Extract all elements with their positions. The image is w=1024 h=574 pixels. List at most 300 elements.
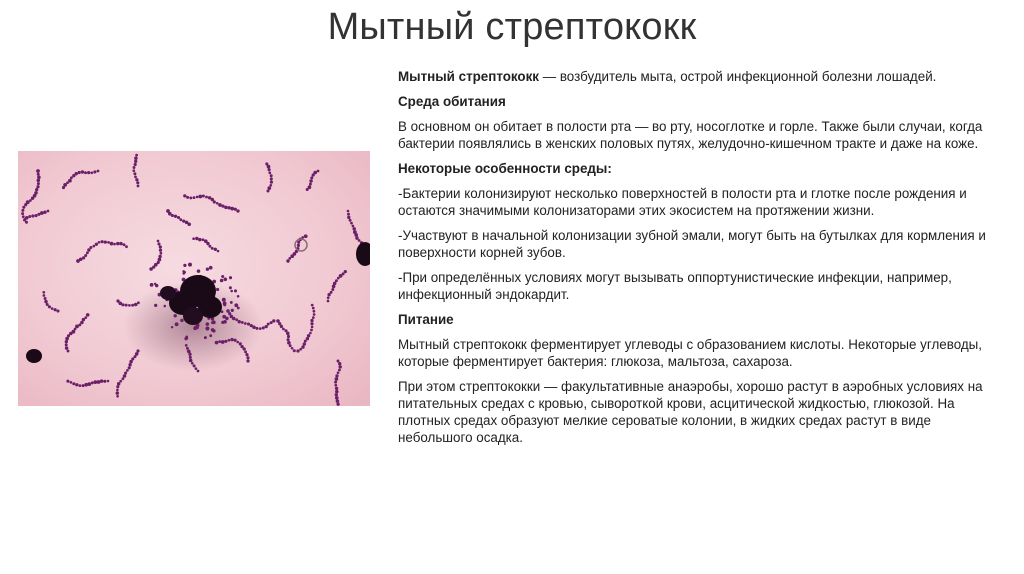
coccus-cell — [234, 339, 237, 342]
coccus-cell — [280, 325, 283, 328]
coccus-cell — [221, 275, 224, 278]
coccus-cell — [183, 264, 186, 267]
micrograph-image — [18, 151, 370, 406]
coccus-cell — [235, 318, 238, 321]
coccus-cell — [48, 305, 51, 308]
coccus-cell — [297, 244, 300, 247]
coccus-cell — [40, 211, 44, 215]
bacteria-clump-left — [26, 349, 42, 363]
coccus-cell — [214, 248, 217, 251]
coccus-cell — [303, 342, 306, 345]
coccus-cell — [189, 356, 192, 359]
coccus-cell — [236, 341, 239, 344]
coccus-cell — [135, 178, 138, 181]
coccus-cell — [191, 362, 194, 365]
coccus-cell — [44, 300, 47, 303]
coccus-cell — [125, 304, 128, 307]
coccus-cell — [194, 326, 196, 328]
coccus-cell — [121, 303, 124, 306]
coccus-cell — [289, 344, 292, 347]
coccus-cell — [82, 318, 85, 321]
coccus-cell — [107, 380, 110, 383]
coccus-cell — [78, 171, 81, 174]
coccus-cell — [270, 321, 273, 324]
coccus-cell — [286, 259, 289, 262]
coccus-cell — [221, 205, 224, 208]
coccus-cell — [291, 347, 294, 350]
coccus-cell — [331, 288, 334, 291]
coccus-cell — [204, 239, 208, 243]
coccus-cell — [287, 338, 290, 341]
coccus-cell — [131, 304, 134, 307]
coccus-cell — [75, 383, 78, 386]
coccus-cell — [174, 215, 177, 218]
coccus-cell — [206, 322, 210, 326]
coccus-cell — [230, 290, 233, 293]
coccus-cell — [116, 242, 119, 245]
coccus-cell — [209, 266, 213, 270]
coccus-cell — [313, 310, 316, 313]
coccus-cell — [110, 242, 114, 246]
coccus-cell — [93, 170, 96, 173]
coccus-cell — [70, 381, 73, 384]
coccus-cell — [312, 307, 315, 310]
coccus-cell — [174, 314, 177, 317]
coccus-cell — [70, 176, 73, 179]
features-heading: Некоторые особенности среды: — [398, 161, 612, 176]
coccus-cell — [35, 188, 38, 191]
coccus-cell — [335, 279, 338, 282]
coccus-cell — [230, 207, 234, 211]
coccus-cell — [230, 338, 233, 341]
coccus-cell — [47, 210, 50, 213]
coccus-cell — [128, 363, 131, 366]
coccus-cell — [352, 227, 355, 230]
coccus-cell — [245, 353, 248, 356]
coccus-cell — [232, 317, 235, 320]
coccus-cell — [256, 327, 259, 330]
coccus-cell — [272, 319, 275, 322]
coccus-cell — [336, 403, 339, 406]
coccus-cell — [327, 293, 330, 296]
coccus-cell — [309, 332, 312, 335]
coccus-cell — [134, 156, 138, 160]
coccus-cell — [247, 322, 250, 325]
coccus-cell — [270, 174, 273, 177]
coccus-cell — [208, 196, 211, 199]
coccus-cell — [136, 181, 139, 184]
coccus-cell — [123, 374, 127, 378]
coccus-cell — [227, 206, 230, 209]
coccus-cell — [310, 329, 313, 332]
coccus-cell — [21, 212, 24, 215]
coccus-cell — [244, 322, 247, 325]
coccus-cell — [337, 360, 340, 363]
coccus-cell — [189, 196, 192, 199]
coccus-cell — [23, 218, 26, 221]
habitat-paragraph: В основном он обитает в полости рта — во рту, носоглотке и горле. Также были случаи, когда бактерии появлялись в женских половых путях, желудочно-кишечном тракте и даже на коже. — [398, 119, 983, 151]
coccus-cell — [246, 356, 249, 359]
coccus-cell — [22, 215, 25, 218]
coccus-cell — [182, 272, 185, 275]
coccus-cell — [54, 308, 57, 311]
coccus-cell — [335, 393, 338, 396]
coccus-cell — [104, 240, 107, 243]
coccus-cell — [159, 245, 162, 248]
coccus-cell — [36, 169, 40, 173]
coccus-cell — [218, 203, 222, 207]
coccus-cell — [128, 366, 131, 369]
coccus-cell — [335, 377, 339, 381]
coccus-cell — [312, 316, 315, 319]
coccus-cell — [349, 219, 352, 222]
coccus-cell — [202, 195, 205, 198]
coccus-cell — [171, 326, 173, 328]
coccus-cell — [312, 173, 315, 176]
coccus-cell — [91, 171, 94, 174]
coccus-cell — [229, 276, 232, 279]
coccus-cell — [177, 216, 180, 219]
coccus-cell — [65, 340, 68, 343]
coccus-cell — [21, 209, 24, 212]
coccus-cell — [87, 171, 90, 174]
coccus-cell — [224, 206, 228, 210]
coccus-cell — [212, 329, 215, 332]
coccus-cell — [293, 349, 296, 352]
coccus-cell — [75, 325, 79, 329]
coccus-cell — [132, 169, 135, 172]
coccus-cell — [237, 307, 240, 310]
coccus-cell — [35, 214, 38, 217]
coccus-cell — [116, 385, 119, 388]
coccus-cell — [82, 256, 85, 259]
coccus-cell — [154, 283, 156, 285]
coccus-cell — [309, 183, 312, 186]
coccus-cell — [304, 234, 308, 238]
habitat-heading: Среда обитания — [398, 94, 506, 109]
coccus-cell — [266, 189, 269, 192]
coccus-cell — [337, 371, 340, 374]
coccus-cell — [137, 185, 140, 188]
coccus-cell — [158, 258, 162, 262]
coccus-cell — [95, 243, 98, 246]
coccus-cell — [186, 196, 189, 199]
coccus-cell — [218, 340, 221, 343]
nutrition-paragraph-1: Мытный стрептококк ферментирует углеводы с образованием кислоты. Некоторые углеводы, которые ферментирует бактерия: глюкоза, мальтоза, сахароза. — [398, 337, 983, 369]
coccus-cell — [97, 380, 101, 384]
coccus-cell — [159, 249, 162, 252]
coccus-cell — [180, 319, 183, 322]
coccus-cell — [89, 246, 92, 249]
coccus-cell — [81, 170, 84, 173]
coccus-cell — [65, 343, 68, 346]
coccus-cell — [188, 263, 192, 267]
coccus-cell — [352, 225, 355, 228]
coccus-cell — [220, 279, 224, 283]
coccus-cell — [310, 176, 313, 179]
coccus-cell — [179, 218, 182, 221]
coccus-cell — [189, 359, 193, 363]
coccus-cell — [347, 216, 350, 219]
coccus-cell — [56, 309, 59, 312]
coccus-cell — [338, 369, 341, 372]
coccus-cell — [333, 282, 337, 286]
coccus-cell — [182, 219, 185, 222]
coccus-cell — [103, 380, 106, 383]
coccus-cell — [297, 241, 300, 244]
coccus-cell — [124, 371, 127, 374]
coccus-cell — [358, 239, 361, 242]
coccus-cell — [208, 245, 211, 248]
coccus-cell — [270, 177, 273, 180]
coccus-cell — [186, 347, 189, 350]
feature-item-3: -При определённых условиях могут вызывать оппортунистические инфекции, например, инфекционный эндокардит. — [398, 270, 952, 302]
coccus-cell — [125, 245, 128, 248]
coccus-cell — [239, 342, 242, 345]
coccus-cell — [347, 213, 350, 216]
coccus-cell — [228, 339, 231, 342]
coccus-cell — [74, 328, 77, 331]
coccus-cell — [28, 215, 31, 218]
coccus-cell — [72, 174, 75, 177]
coccus-cell — [216, 202, 219, 205]
intro-paragraph — [398, 68, 1004, 85]
coccus-cell — [209, 334, 212, 337]
coccus-cell — [335, 390, 339, 394]
coccus-cell — [149, 267, 153, 271]
coccus-cell — [72, 330, 76, 334]
coccus-cell — [133, 172, 136, 175]
coccus-cell — [221, 340, 225, 344]
coccus-cell — [307, 334, 310, 337]
coccus-cell — [313, 313, 316, 316]
coccus-cell — [36, 185, 39, 188]
coccus-cell — [223, 302, 227, 306]
coccus-cell — [299, 348, 302, 351]
coccus-cell — [195, 367, 198, 370]
coccus-cell — [309, 179, 312, 182]
coccus-cell — [327, 300, 330, 303]
coccus-cell — [79, 258, 83, 262]
coccus-cell — [43, 210, 46, 213]
coccus-cell — [43, 294, 46, 297]
coccus-cell — [121, 377, 124, 380]
nutrition-paragraph-2: При этом стрептококки — факультативные анаэробы, хорошо растут в аэробных условиях на питательных средах с кровью, сывороткой крови, асцитической жидкостью, глюкозой. На плотных средах образуют мелкие сероватые колонии, в жидких средах растут в виде небольшого осадка. — [398, 379, 983, 445]
content-text — [398, 68, 1004, 454]
coccus-cell — [304, 340, 307, 343]
coccus-cell — [158, 255, 161, 258]
coccus-cell — [268, 172, 271, 175]
coccus-cell — [246, 359, 249, 362]
coccus-cell — [344, 270, 347, 273]
coccus-cell — [327, 296, 330, 299]
intro-rest: — возбудитель мыта, острой инфекционной болезни лошадей. — [539, 69, 937, 84]
coccus-cell — [187, 223, 191, 227]
coccus-cell — [259, 327, 262, 330]
coccus-cell — [91, 381, 94, 384]
coccus-cell — [205, 327, 209, 331]
coccus-cell — [338, 362, 341, 365]
coccus-cell — [204, 336, 207, 339]
coccus-cell — [231, 309, 234, 312]
coccus-cell — [350, 222, 353, 225]
coccus-cell — [196, 196, 199, 199]
coccus-cell — [183, 194, 186, 197]
coccus-cell — [119, 242, 122, 245]
coccus-cell — [193, 364, 196, 367]
coccus-cell — [198, 195, 202, 199]
coccus-cell — [287, 335, 290, 338]
coccus-cell — [234, 289, 237, 292]
coccus-cell — [67, 350, 70, 353]
coccus-cell — [154, 304, 157, 307]
coccus-cell — [37, 173, 40, 176]
coccus-cell — [198, 238, 202, 242]
coccus-cell — [268, 168, 271, 171]
coccus-cell — [84, 171, 87, 174]
coccus-cell — [134, 163, 137, 166]
coccus-cell — [267, 323, 270, 326]
coccus-cell — [126, 369, 129, 372]
coccus-cell — [212, 320, 216, 324]
coccus-cell — [116, 389, 119, 392]
coccus-cell — [310, 322, 313, 325]
coccus-cell — [342, 272, 345, 275]
coccus-cell — [296, 349, 299, 352]
feature-item-1: -Бактерии колонизируют несколько поверхностей в полости рта и глотке после рождения и остаются значимыми колонизаторами этих экосистем на протяжении жизни. — [398, 186, 967, 218]
coccus-cell — [129, 360, 133, 364]
coccus-cell — [24, 203, 27, 206]
coccus-cell — [228, 312, 231, 315]
coccus-cell — [65, 346, 68, 349]
coccus-cell — [287, 341, 291, 345]
coccus-cell — [216, 288, 219, 291]
coccus-cell — [229, 286, 232, 289]
coccus-cell — [87, 248, 90, 251]
coccus-cell — [46, 303, 49, 306]
coccus-cell — [355, 236, 358, 239]
coccus-cell — [37, 182, 40, 185]
coccus-cell — [150, 283, 154, 287]
coccus-cell — [101, 240, 104, 243]
coccus-cell — [62, 186, 65, 189]
coccus-cell — [84, 316, 87, 319]
coccus-cell — [286, 332, 290, 336]
coccus-cell — [175, 322, 179, 326]
coccus-cell — [133, 355, 136, 358]
coccus-cell — [116, 391, 119, 394]
coccus-cell — [164, 305, 167, 308]
coccus-cell — [335, 396, 339, 400]
feature-item-2: -Участвуют в начальной колонизации зубной эмали, могут быть на бутылках для кормления и поверхности корней зубов. — [398, 228, 986, 260]
coccus-cell — [270, 181, 273, 184]
coccus-cell — [215, 341, 219, 345]
coccus-cell — [265, 162, 268, 165]
coccus-cell — [87, 382, 91, 386]
coccus-cell — [134, 176, 137, 179]
coccus-cell — [197, 269, 201, 273]
coccus-cell — [185, 344, 188, 347]
coccus-cell — [66, 181, 69, 184]
coccus-cell — [128, 304, 131, 307]
coccus-cell — [42, 291, 45, 294]
coccus-cell — [119, 380, 122, 383]
nutrition-heading: Питание — [398, 312, 454, 327]
coccus-cell — [157, 240, 160, 243]
coccus-cell — [282, 328, 285, 331]
coccus-cell — [223, 277, 227, 281]
coccus-cell — [37, 213, 40, 216]
coccus-cell — [160, 252, 163, 255]
coccus-cell — [335, 374, 338, 377]
coccus-cell — [37, 179, 41, 183]
coccus-cell — [262, 326, 265, 329]
coccus-cell — [240, 345, 243, 348]
coccus-cell — [107, 241, 110, 244]
coccus-cell — [206, 268, 209, 271]
coccus-cell — [86, 251, 89, 254]
coccus-cell — [267, 186, 271, 190]
coccus-cell — [335, 387, 338, 390]
coccus-cell — [205, 196, 208, 199]
coccus-cell — [94, 380, 98, 384]
coccus-cell — [334, 381, 337, 384]
coccus-cell — [252, 325, 256, 329]
coccus-cell — [193, 196, 196, 199]
coccus-cell — [347, 210, 350, 213]
intro-bold: Мытный стрептококк — [398, 69, 540, 84]
coccus-cell — [31, 196, 34, 199]
coccus-cell — [84, 254, 87, 257]
coccus-cell — [79, 384, 82, 387]
coccus-cell — [234, 208, 237, 211]
coccus-cell — [269, 184, 272, 187]
coccus-cell — [97, 170, 100, 173]
coccus-cell — [225, 317, 229, 321]
slide-title: Мытный стрептококк — [327, 6, 697, 48]
coccus-cell — [202, 238, 205, 241]
coccus-cell — [310, 319, 313, 322]
coccus-cell — [82, 384, 85, 387]
coccus-cell — [265, 325, 268, 328]
coccus-cell — [134, 160, 137, 163]
coccus-cell — [237, 295, 240, 298]
coccus-cell — [137, 301, 140, 304]
coccus-cell — [113, 243, 116, 246]
coccus-cell — [306, 337, 309, 340]
coccus-cell — [336, 399, 340, 403]
coccus-cell — [354, 233, 358, 237]
coccus-cell — [123, 243, 126, 246]
coccus-cell — [230, 301, 233, 304]
coccus-cell — [37, 176, 41, 180]
coccus-cell — [234, 303, 238, 307]
coccus-cell — [317, 170, 320, 173]
coccus-cell — [134, 303, 138, 307]
coccus-cell — [66, 380, 69, 383]
coccus-cell — [171, 214, 174, 217]
coccus-cell — [211, 247, 214, 250]
coccus-cell — [84, 383, 88, 387]
coccus-cell — [241, 321, 244, 324]
coccus-cell — [187, 349, 191, 353]
coccus-cell — [222, 298, 226, 302]
coccus-cell — [117, 382, 121, 386]
coccus-cell — [195, 237, 198, 240]
coccus-cell — [72, 382, 75, 385]
coccus-cell — [330, 291, 333, 294]
coccus-cell — [44, 297, 47, 300]
